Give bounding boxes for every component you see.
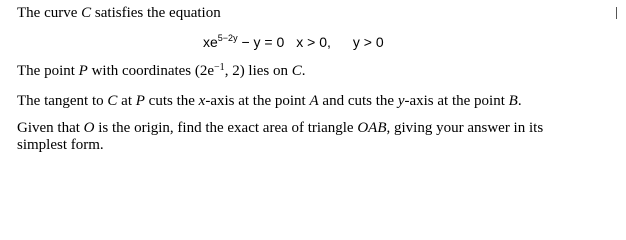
curve-equation bbox=[203, 33, 384, 53]
condition-x: x > 0, bbox=[296, 34, 331, 50]
equation-rest: − y = 0 bbox=[237, 34, 285, 50]
tangent-line bbox=[17, 92, 522, 110]
curve-variable: C bbox=[291, 63, 302, 79]
point-text-end: , 2) lies on bbox=[224, 63, 292, 79]
origin-variable: O bbox=[83, 120, 95, 136]
triangle-variable: OAB bbox=[357, 120, 387, 136]
point-text: The point bbox=[17, 63, 79, 79]
intro-text: The curve bbox=[17, 5, 82, 21]
equation-term: xe bbox=[203, 34, 218, 50]
point-a-variable: A bbox=[309, 93, 319, 109]
given-text: is the origin, find the exact area of triangle bbox=[94, 120, 358, 136]
given-text: Given that bbox=[17, 120, 84, 136]
given-text-end: , giving your answer in its bbox=[386, 120, 544, 136]
tangent-text: at bbox=[117, 93, 136, 109]
point-coordinates: with coordinates (2e bbox=[87, 63, 215, 79]
edge-mark bbox=[616, 7, 617, 19]
given-line-continued bbox=[17, 136, 104, 154]
tangent-text: -axis at the point bbox=[404, 93, 509, 109]
equation-exponent: 5−2y bbox=[217, 33, 238, 43]
curve-variable: C bbox=[107, 93, 118, 109]
curve-variable: C bbox=[81, 5, 92, 21]
y-variable: y bbox=[397, 93, 405, 109]
given-line bbox=[17, 119, 543, 137]
tangent-period: . bbox=[517, 93, 522, 109]
tangent-text: and cuts the bbox=[318, 93, 398, 109]
point-variable: P bbox=[78, 63, 88, 79]
condition-y: y > 0 bbox=[352, 34, 384, 50]
intro-line bbox=[17, 4, 221, 22]
point-b-variable: B bbox=[508, 93, 518, 109]
tangent-text: The tangent to bbox=[17, 93, 108, 109]
point-period: . bbox=[301, 63, 306, 79]
x-variable: x bbox=[198, 93, 206, 109]
point-exponent: −1 bbox=[214, 62, 225, 73]
tangent-text: -axis at the point bbox=[205, 93, 310, 109]
intro-text-end: satisfies the equation bbox=[91, 5, 221, 21]
tangent-text: cuts the bbox=[144, 93, 199, 109]
point-variable: P bbox=[135, 93, 145, 109]
point-line bbox=[17, 62, 306, 82]
given-text-continued: simplest form. bbox=[17, 137, 104, 153]
